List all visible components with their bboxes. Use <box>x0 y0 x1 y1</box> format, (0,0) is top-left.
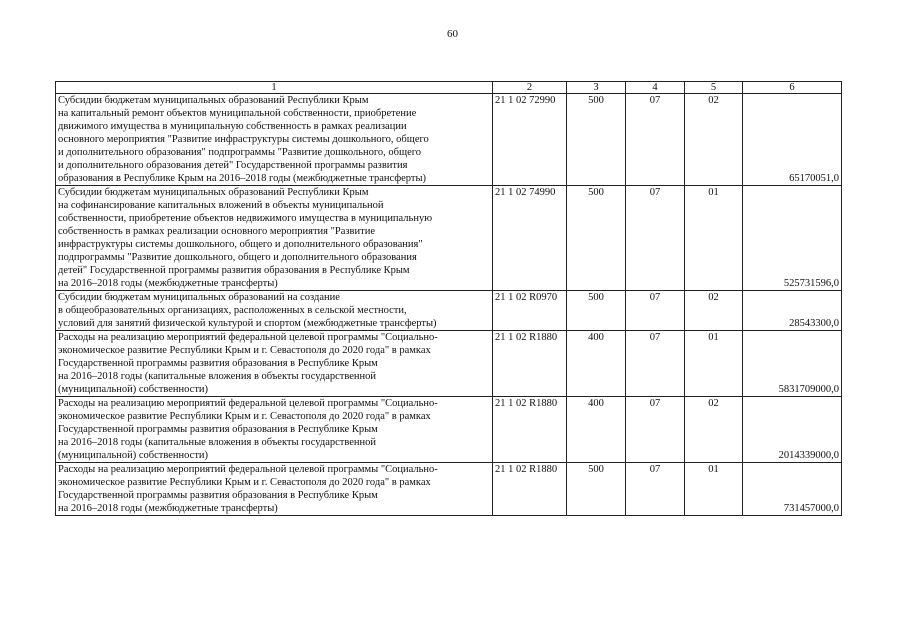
row-amount: 2014339000,0 <box>743 397 842 463</box>
header-cell: 6 <box>743 82 842 94</box>
row-target-code: 21 1 02 74990 <box>493 186 567 291</box>
header-cell: 5 <box>685 82 743 94</box>
header-cell: 3 <box>567 82 626 94</box>
row-section: 07 <box>626 94 685 186</box>
row-target-code: 21 1 02 R1880 <box>493 463 567 516</box>
table-row <box>56 186 842 291</box>
row-expense-type: 500 <box>567 94 626 186</box>
row-section: 07 <box>626 331 685 397</box>
row-target-code: 21 1 02 72990 <box>493 94 567 186</box>
budget-table <box>55 81 842 516</box>
row-section: 07 <box>626 291 685 331</box>
row-expense-type: 500 <box>567 291 626 331</box>
row-description: Субсидии бюджетам муниципальных образований на создание в общеобразовательных организациях, расположенных в сельской местности, условий для занятий физической культурой и спортом (межбюджетные трансферты) <box>56 291 493 331</box>
row-target-code: 21 1 02 R1880 <box>493 397 567 463</box>
row-description: Субсидии бюджетам муниципальных образований Республики Крым на капитальный ремонт объектов муниципальной собственности, приобретение движимого имущества в муниципальную собственность в рамках реализации основного мероприятия "Развитие инфраструктуры системы дошкольного, общего и дополнительного образования" подпрограммы "Развитие дошкольного, общего и дополнительного образования детей" Государственной программы развития образования в Республике Крым на 2016–2018 годы (межбюджетные трансферты) <box>56 94 493 186</box>
row-section: 07 <box>626 463 685 516</box>
row-subsection: 01 <box>685 463 743 516</box>
table-row <box>56 94 842 186</box>
row-subsection: 01 <box>685 331 743 397</box>
table-row <box>56 397 842 463</box>
row-amount: 28543300,0 <box>743 291 842 331</box>
row-expense-type: 400 <box>567 331 626 397</box>
row-section: 07 <box>626 397 685 463</box>
row-subsection: 01 <box>685 186 743 291</box>
table-row <box>56 331 842 397</box>
row-description: Расходы на реализацию мероприятий федеральной целевой программы "Социально- экономическое развитие Республики Крым и г. Севастополя до 2020 года" в рамках Государственной программы развития образования в Республике Крым на 2016–2018 годы (межбюджетные трансферты) <box>56 463 493 516</box>
header-cell: 4 <box>626 82 685 94</box>
page-number: 60 <box>447 28 458 40</box>
row-expense-type: 400 <box>567 397 626 463</box>
row-target-code: 21 1 02 R0970 <box>493 291 567 331</box>
header-cell: 2 <box>493 82 567 94</box>
header-row <box>56 82 842 94</box>
row-description: Расходы на реализацию мероприятий федеральной целевой программы "Социально- экономическое развитие Республики Крым и г. Севастополя до 2020 года" в рамках Государственной программы развития образования в Республике Крым на 2016–2018 годы (капитальные вложения в объекты государственной (муниципальной) собственности) <box>56 331 493 397</box>
row-subsection: 02 <box>685 397 743 463</box>
row-amount: 525731596,0 <box>743 186 842 291</box>
row-amount: 731457000,0 <box>743 463 842 516</box>
row-target-code: 21 1 02 R1880 <box>493 331 567 397</box>
row-amount: 5831709000,0 <box>743 331 842 397</box>
header-cell: 1 <box>56 82 493 94</box>
row-expense-type: 500 <box>567 463 626 516</box>
row-section: 07 <box>626 186 685 291</box>
row-description: Субсидии бюджетам муниципальных образований Республики Крым на софинансирование капитальных вложений в объекты муниципальной собственности, приобретение объектов недвижимого имущества в муниципальную собственность в рамках реализации основного мероприятия "Развитие инфраструктуры системы дошкольного, общего и дополнительного образования" подпрограммы "Развитие дошкольного, общего и дополнительного образования детей" Государственной программы развития образования в Республике Крым на 2016–2018 годы (межбюджетные трансферты) <box>56 186 493 291</box>
table-row <box>56 291 842 331</box>
row-subsection: 02 <box>685 291 743 331</box>
row-expense-type: 500 <box>567 186 626 291</box>
table-row <box>56 463 842 516</box>
row-description: Расходы на реализацию мероприятий федеральной целевой программы "Социально- экономическое развитие Республики Крым и г. Севастополя до 2020 года" в рамках Государственной программы развития образования в Республике Крым на 2016–2018 годы (капитальные вложения в объекты государственной (муниципальной) собственности) <box>56 397 493 463</box>
row-subsection: 02 <box>685 94 743 186</box>
row-amount: 65170051,0 <box>743 94 842 186</box>
